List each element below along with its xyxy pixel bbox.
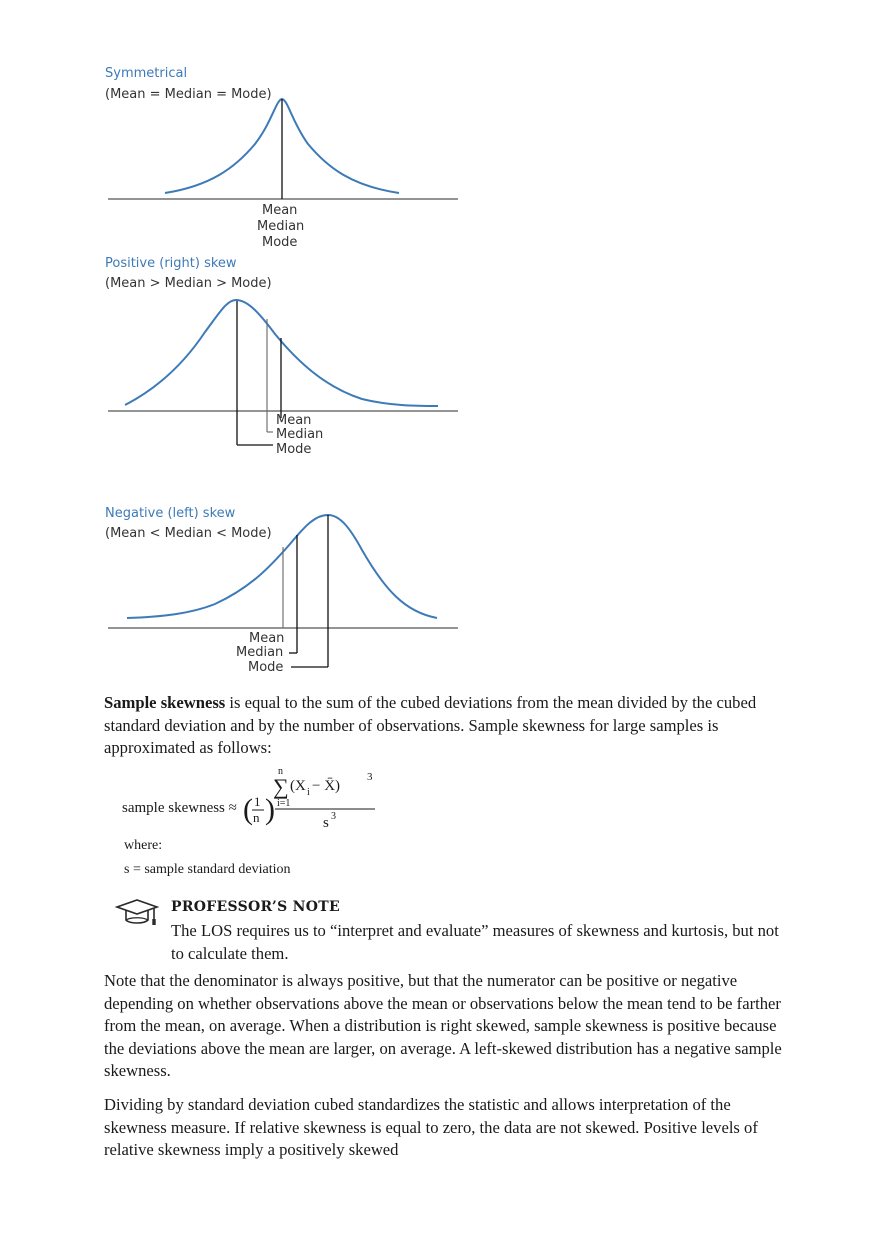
symmetrical-label-mean: Mean [262,203,298,218]
negative-skew-subtitle: (Mean < Median < Mode) [105,526,272,541]
formula-n: n [253,810,260,825]
s-definition: s = sample standard deviation [124,862,291,877]
formula-right-paren: ) [265,793,275,826]
formula-sum-sign: ∑ [273,774,289,799]
professor-note-title: PROFESSOR’S NOTE [171,899,340,915]
symmetrical-label-mode: Mode [262,235,298,250]
formula-left-paren: ( [243,793,253,826]
graduation-cap-icon [114,897,160,931]
formula-denominator: s [323,815,329,831]
formula-one: 1 [254,794,261,809]
sample-skewness-paragraph [104,692,784,760]
formula-minus-mean: − X̄) [312,778,341,794]
symmetrical-label-median: Median [257,219,305,234]
formula-sum-bottom: i=1 [277,798,291,809]
positive-skew-title: Positive (right) skew [105,256,237,271]
symmetrical-subtitle: (Mean = Median = Mode) [105,87,272,102]
sample-skewness-definition: is equal to the sum of the cubed deviations from the mean divided by the cubed standard deviation and by the number of observations. Sample skewness for large samples is approximated as follows: [104,693,757,758]
positive-skew-subtitle: (Mean > Median > Mode) [105,276,272,291]
symmetrical-title: Symmetrical [105,66,188,81]
denominator-paragraph: Note that the denominator is always positive, but that the numerator can be positive or negative depending on whether observations above the mean or observations below the mean tend to be farther from the mean, on average. When a distribution is right skewed, sample skewness is positive because the deviations above the mean are larger, on average. A left-skewed distribution has a negative sample skewness. [104,971,782,1081]
negative-skew-label-mean: Mean [249,631,285,646]
positive-skew-label-median: Median [276,427,324,442]
formula-sub-i: i [307,787,310,798]
negative-skew-label-mode: Mode [248,660,284,675]
positive-skew-label-mean: Mean [276,413,312,428]
negative-skew-title: Negative (left) skew [105,506,236,521]
positive-skew-figure [100,252,470,462]
formula-power: 3 [367,771,373,783]
formula-numerator: (X [290,778,306,794]
formula-lhs: sample skewness ≈ [122,800,237,816]
positive-skew-label-mode: Mode [276,442,312,457]
negative-skew-label-median: Median [236,645,284,660]
skewness-formula [122,764,422,834]
negative-skew-figure [100,502,470,682]
standardization-paragraph: Dividing by standard deviation cubed standardizes the statistic and allows interpretation of the skewness measure. If relative skewness is equal to zero, the data are not skewed. Positive levels of relative skewness imply a positively skewed [104,1095,758,1160]
formula-den-power: 3 [331,811,336,822]
symmetrical-figure [100,62,470,252]
where-label: where: [124,838,163,853]
sample-skewness-term: Sample skewness [104,693,226,712]
professor-note-body: The LOS requires us to “interpret and evaluate” measures of skewness and kurtosis, but not to calculate them. [171,921,779,963]
formula-sum-top: n [278,766,283,777]
